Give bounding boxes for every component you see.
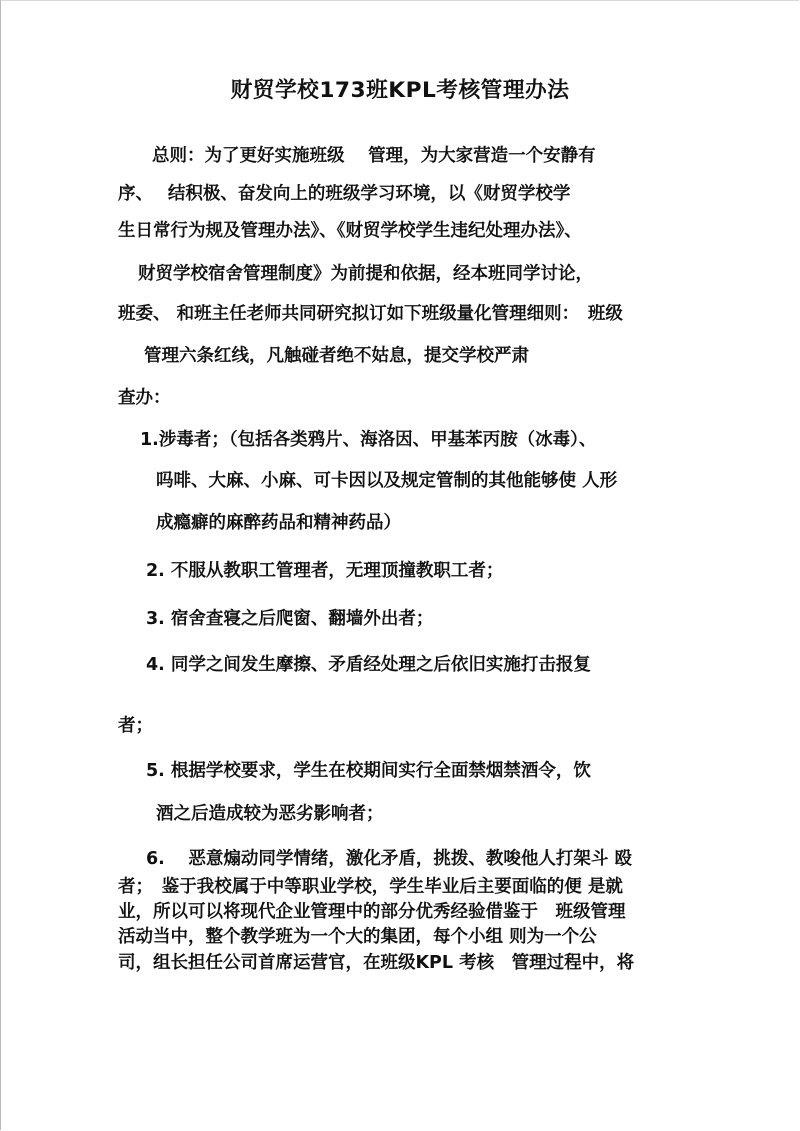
list-item: 5. 根据学校要求，学生在校期间实行全面禁烟禁酒令，饮 <box>146 761 591 781</box>
page-title: 财贸学校173班KPL考核管理办法 <box>230 78 570 103</box>
text-line: 者； 鉴于我校属于中等职业学校，学生毕业后主要面临的便 是就 <box>118 877 623 897</box>
text-line: 查办： <box>118 388 171 408</box>
text-line: 班委、 和班主任老师共同研究拟订如下班级量化管理细则： 班级 <box>118 304 623 324</box>
list-item-continuation: 吗啡、大麻、小麻、可卡因以及规定管制的其他能够使 人形 <box>156 471 618 491</box>
list-item: 3. 宿舍查寝之后爬窗、翻墙外出者； <box>146 609 434 629</box>
text-line: 司，组长担任公司首席运营官，在班级KPL 考核 管理过程中，将 <box>118 953 635 973</box>
text-line: 管理六条红线，凡触碰者绝不姑息，提交学校严肃 <box>144 346 529 366</box>
text-line: 业，所以可以将现代企业管理中的部分优秀经验借鉴于 班级管理 <box>118 902 626 922</box>
text-line: 活动当中，整个教学班为一个大的集团，每个小组 则为一个公 <box>118 927 597 947</box>
list-item: 4. 同学之间发生摩擦、矛盾经处理之后依旧实施打击报复 <box>146 655 591 675</box>
text-line: 序、 结积极、奋发向上的班级学习环境，以《财贸学校学 <box>118 184 571 204</box>
list-item: 2. 不服从教职工管理者，无理顶撞教职工者； <box>146 561 504 581</box>
text-line: 总则：为了更好实施班级 管理，为大家营造一个安静有 <box>152 146 596 166</box>
list-item-continuation: 者； <box>118 716 153 736</box>
list-item-continuation: 酒之后造成较为恶劣影响者； <box>156 804 384 824</box>
list-item: 1.涉毒者；（包括各类鸦片、海洛因、甲基苯丙胺（冰毒）、 <box>140 430 597 450</box>
text-line: 财贸学校宿舍管理制度》为前提和依据，经本班同学讨论， <box>138 264 593 284</box>
list-item-continuation: 成瘾癖的麻醉药品和精神药品） <box>156 513 401 533</box>
list-item: 6. 恶意煽动同学情绪，激化矛盾，挑拨、教唆他人打架斗 殴 <box>146 849 633 869</box>
text-line: 生日常行为规及管理办法》、《财贸学校学生违纪处理办法》、 <box>118 221 582 241</box>
